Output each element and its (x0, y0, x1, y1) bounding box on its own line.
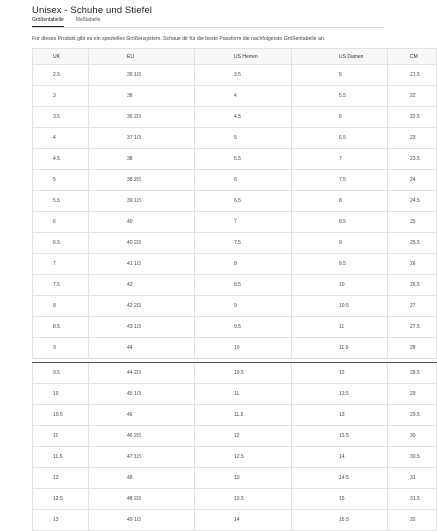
cell-us-women: 11 (292, 317, 388, 338)
cell-us-men: 7 (195, 212, 292, 233)
tab-measurement-chart[interactable]: Meßtabelle (75, 17, 101, 23)
cell-uk: 9 (33, 338, 89, 359)
cell-eu: 37 1/3 (89, 128, 195, 149)
cell-eu: 41 1/3 (89, 254, 195, 275)
tab-size-chart[interactable]: Größentabelle (32, 17, 64, 27)
tabs-divider (32, 27, 384, 28)
cell-us-women: 12 (292, 363, 388, 384)
cell-uk: 8 (33, 296, 89, 317)
cell-cm: 23.5 (388, 149, 437, 170)
cell-eu: 40 (89, 212, 195, 233)
cell-cm: 22.5 (388, 107, 437, 128)
cell-cm: 31.5 (388, 489, 437, 510)
cell-us-men: 10.5 (195, 363, 292, 384)
cell-uk: 2.5 (33, 65, 89, 86)
cell-us-women: 15 (292, 489, 388, 510)
cell-uk: 7.5 (33, 275, 89, 296)
cell-cm: 26 (388, 254, 437, 275)
cell-us-women: 10.5 (292, 296, 388, 317)
table-row (33, 384, 437, 405)
cell-uk: 4.5 (33, 149, 89, 170)
table-row (33, 65, 437, 86)
cell-uk: 7 (33, 254, 89, 275)
cell-eu: 46 2/3 (89, 426, 195, 447)
header-us-women: US Damen (292, 49, 388, 65)
cell-eu: 48 2/3 (89, 489, 195, 510)
cell-eu: 42 (89, 275, 195, 296)
cell-uk: 13 (33, 510, 89, 531)
cell-cm: 31 (388, 468, 437, 489)
cell-eu: 49 1/3 (89, 510, 195, 531)
cell-eu: 38 2/3 (89, 170, 195, 191)
size-table (32, 48, 437, 531)
cell-uk: 10 (33, 384, 89, 405)
cell-cm: 32 (388, 510, 437, 531)
cell-us-men: 4 (195, 86, 292, 107)
cell-us-women: 8 (292, 191, 388, 212)
table-row (33, 107, 437, 128)
cell-uk: 12.5 (33, 489, 89, 510)
cell-eu: 38 (89, 149, 195, 170)
table-row (33, 447, 437, 468)
cell-us-men: 10 (195, 338, 292, 359)
intro-text: Für dieses Produkt gibt es ein spezielles Größensystem. Schaue dir für die beste Passform die nachfolgende Größentabelle an. (32, 36, 326, 42)
cell-us-women: 14 (292, 447, 388, 468)
cell-uk: 6 (33, 212, 89, 233)
cell-us-men: 13 (195, 468, 292, 489)
cell-us-men: 12 (195, 426, 292, 447)
cell-us-men: 9 (195, 296, 292, 317)
cell-us-women: 12.5 (292, 384, 388, 405)
header-eu: EU (89, 49, 195, 65)
cell-eu: 46 (89, 405, 195, 426)
cell-uk: 5.5 (33, 191, 89, 212)
cell-uk: 3.5 (33, 107, 89, 128)
cell-cm: 23 (388, 128, 437, 149)
table-row (33, 212, 437, 233)
cell-cm: 29 (388, 384, 437, 405)
table-row (33, 489, 437, 510)
cell-us-men: 11.5 (195, 405, 292, 426)
cell-us-women: 8.5 (292, 212, 388, 233)
cell-eu: 35 1/3 (89, 65, 195, 86)
size-tabs (32, 17, 100, 27)
cell-us-men: 13.5 (195, 489, 292, 510)
table-row (33, 170, 437, 191)
cell-us-women: 5.5 (292, 86, 388, 107)
cell-us-men: 9.5 (195, 317, 292, 338)
cell-eu: 48 (89, 468, 195, 489)
table-row (33, 149, 437, 170)
table-row (33, 363, 437, 384)
cell-uk: 12 (33, 468, 89, 489)
cell-cm: 30.5 (388, 447, 437, 468)
cell-uk: 9.5 (33, 363, 89, 384)
table-row (33, 468, 437, 489)
cell-uk: 3 (33, 86, 89, 107)
table-row (33, 86, 437, 107)
cell-us-women: 5 (292, 65, 388, 86)
cell-eu: 44 (89, 338, 195, 359)
cell-eu: 43 1/3 (89, 317, 195, 338)
cell-us-men: 11 (195, 384, 292, 405)
cell-cm: 25 (388, 212, 437, 233)
table-row (33, 128, 437, 149)
cell-us-men: 6 (195, 170, 292, 191)
table-row (33, 426, 437, 447)
cell-us-women: 14.5 (292, 468, 388, 489)
cell-us-men: 14 (195, 510, 292, 531)
table-row (33, 254, 437, 275)
cell-uk: 5 (33, 170, 89, 191)
cell-us-women: 10 (292, 275, 388, 296)
table-row (33, 233, 437, 254)
table-row (33, 317, 437, 338)
cell-eu: 40 2/3 (89, 233, 195, 254)
cell-cm: 21.5 (388, 65, 437, 86)
cell-us-men: 5.5 (195, 149, 292, 170)
cell-eu: 36 2/3 (89, 107, 195, 128)
cell-us-women: 15.5 (292, 510, 388, 531)
cell-uk: 4 (33, 128, 89, 149)
cell-cm: 28.5 (388, 363, 437, 384)
cell-us-women: 7 (292, 149, 388, 170)
cell-cm: 28 (388, 338, 437, 359)
cell-us-men: 8 (195, 254, 292, 275)
table-row (33, 405, 437, 426)
cell-us-women: 13.5 (292, 426, 388, 447)
cell-cm: 30 (388, 426, 437, 447)
cell-eu: 39 1/3 (89, 191, 195, 212)
cell-uk: 6.5 (33, 233, 89, 254)
table-row (33, 191, 437, 212)
cell-eu: 36 (89, 86, 195, 107)
cell-us-men: 12.5 (195, 447, 292, 468)
cell-eu: 42 2/3 (89, 296, 195, 317)
table-row (33, 296, 437, 317)
cell-cm: 22 (388, 86, 437, 107)
cell-us-men: 4.5 (195, 107, 292, 128)
cell-us-men: 5 (195, 128, 292, 149)
table-row (33, 338, 437, 359)
cell-cm: 24 (388, 170, 437, 191)
cell-cm: 27.5 (388, 317, 437, 338)
cell-uk: 8.5 (33, 317, 89, 338)
table-row (33, 510, 437, 531)
cell-us-women: 9 (292, 233, 388, 254)
cell-cm: 25.5 (388, 233, 437, 254)
cell-us-women: 6 (292, 107, 388, 128)
cell-us-women: 6.5 (292, 128, 388, 149)
table-row (33, 275, 437, 296)
header-cm: CM (388, 49, 437, 65)
cell-us-women: 13 (292, 405, 388, 426)
cell-eu: 44 2/3 (89, 363, 195, 384)
cell-us-men: 6.5 (195, 191, 292, 212)
cell-us-men: 3.5 (195, 65, 292, 86)
cell-eu: 47 1/3 (89, 447, 195, 468)
cell-us-women: 11.5 (292, 338, 388, 359)
cell-cm: 29.5 (388, 405, 437, 426)
cell-eu: 45 1/3 (89, 384, 195, 405)
cell-us-women: 9.5 (292, 254, 388, 275)
cell-uk: 11.5 (33, 447, 89, 468)
cell-cm: 26.5 (388, 275, 437, 296)
table-header-row (33, 49, 437, 65)
cell-cm: 27 (388, 296, 437, 317)
cell-cm: 24.5 (388, 191, 437, 212)
cell-us-women: 7.5 (292, 170, 388, 191)
header-uk: UK (33, 49, 89, 65)
cell-us-men: 8.5 (195, 275, 292, 296)
table-body (33, 65, 437, 531)
page-title: Unisex - Schuhe und Stiefel (32, 5, 152, 16)
header-us-men: US Herren (195, 49, 292, 65)
cell-uk: 10.5 (33, 405, 89, 426)
cell-uk: 11 (33, 426, 89, 447)
cell-us-men: 7.5 (195, 233, 292, 254)
